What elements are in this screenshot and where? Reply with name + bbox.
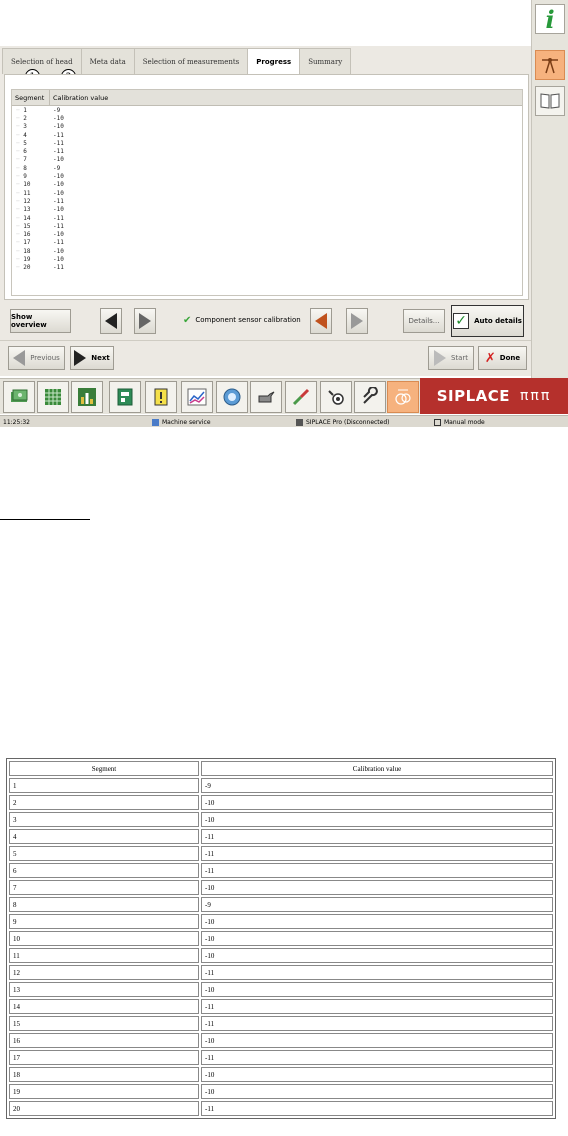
list-rows [12,106,522,272]
table-cell-calibration-value: -10 [201,1033,553,1048]
server-icon [296,419,303,426]
calibration-circles-icon [393,387,413,407]
table-row [9,965,553,980]
next-label: Next [91,354,110,362]
table-cell-calibration-value: -11 [201,999,553,1014]
table-cell-calibration-value: -9 [201,778,553,793]
status-bar [0,415,568,427]
table-cell-segment: 2 [9,795,199,810]
list-item-segment: ┈ 4 [12,132,50,139]
table-cell-segment: 16 [9,1033,199,1048]
table-cell-calibration-value: -10 [201,931,553,946]
list-item-segment: ┈ 9 [12,173,50,180]
list-item-value: -11 [53,197,64,205]
grid-view-button[interactable] [37,381,69,413]
grid-icon [43,387,63,407]
section-underline [0,519,90,520]
table-cell-segment: 10 [9,931,199,946]
tab-selection-of-head[interactable]: Selection of head [2,48,82,74]
list-item-value: -10 [53,255,64,263]
service-button[interactable] [320,381,352,413]
table-body [9,778,553,1116]
brand-name: SIPLACE [436,387,510,405]
tools-button[interactable] [354,381,386,413]
list-item-segment: ┈ 10 [12,181,50,188]
info-icon: i [545,4,555,34]
checkbox-checked-icon: ✓ [453,313,469,329]
start-button[interactable] [428,346,474,370]
table-cell-segment: 20 [9,1101,199,1116]
done-button[interactable] [478,346,527,370]
calibration-button[interactable] [535,50,565,80]
table-cell-segment: 17 [9,1050,199,1065]
table-cell-calibration-value: -11 [201,1050,553,1065]
table-row [9,778,553,793]
list-item-value: -11 [53,148,64,156]
table-cell-segment: 1 [9,778,199,793]
table-row [9,914,553,929]
check-icon: ✔ [183,314,192,326]
book-icon [539,92,561,110]
list-item[interactable] [12,247,522,255]
status-manual-mode [434,417,485,427]
previous-label: Previous [30,354,60,362]
close-icon: ✗ [484,350,496,366]
list-item-segment: ┈ 11 [12,190,50,197]
list-item-segment: ┈ 18 [12,248,50,255]
list-item[interactable] [12,172,522,180]
list-item-segment: ┈ 5 [12,140,50,147]
table-cell-calibration-value: -11 [201,863,553,878]
manual-mode-label: Manual mode [444,418,485,426]
list-item-value: -9 [53,106,61,114]
table-cell-calibration-value: -10 [201,812,553,827]
feeder-list-button[interactable] [3,381,35,413]
table-cell-segment: 19 [9,1084,199,1099]
table-row [9,897,553,912]
siplace-logo [420,378,568,414]
table-header-calibration-value: Calibration value [201,761,553,776]
calibration-table [6,758,556,1119]
list-item-value: -9 [53,164,61,172]
list-item[interactable] [12,131,522,139]
play-icon [434,350,446,366]
table-cell-calibration-value: -10 [201,795,553,810]
start-label: Start [450,354,469,362]
status-time: 11:25:32 [3,418,30,426]
table-cell-segment: 9 [9,914,199,929]
status-siplace-pro [296,417,390,427]
tab-selection-of-measurements[interactable]: Selection of measurements [134,48,249,74]
wrench-icon [360,387,380,407]
manual-button[interactable] [535,86,565,116]
divider [0,340,531,341]
auto-details-toggle[interactable] [451,305,524,337]
list-item-segment: ┈ 1 [12,107,50,114]
calibration-mode-button[interactable] [387,381,419,413]
list-item[interactable] [12,106,522,114]
auto-details-label: Auto details [474,317,522,325]
table-row [9,846,553,861]
table-row [9,812,553,827]
list-item-value: -10 [53,231,64,239]
list-item[interactable] [12,139,522,147]
table-row [9,1033,553,1048]
list-item[interactable] [12,181,522,189]
list-item-segment: ┈ 3 [12,123,50,130]
tab-meta-data[interactable]: Meta data [81,48,135,74]
list-item-value: -10 [53,189,64,197]
table-cell-calibration-value: -10 [201,914,553,929]
list-item-value: -11 [53,131,64,139]
list-item-value: -10 [53,123,64,131]
arrow-left-icon [315,313,327,329]
list-item-segment: ┈ 8 [12,165,50,172]
table-cell-calibration-value: -9 [201,897,553,912]
list-item[interactable] [12,214,522,222]
statistics-button[interactable] [71,381,103,413]
list-item[interactable] [12,230,522,238]
table-cell-segment: 15 [9,1016,199,1031]
details-button[interactable]: Details... [403,309,445,333]
table-row [9,999,553,1014]
table-cell-calibration-value: -10 [201,1067,553,1082]
screwdriver-icon [291,387,311,407]
table-row [9,931,553,946]
arrow-left-icon [105,313,117,329]
calibration-icon [539,54,561,76]
table-cell-segment: 4 [9,829,199,844]
network-icon [152,419,159,426]
table-cell-calibration-value: -11 [201,846,553,861]
list-item-segment: ┈ 16 [12,231,50,238]
table-row [9,948,553,963]
camera-icon [222,387,242,407]
done-label: Done [499,354,521,362]
table-row [9,829,553,844]
table-row [9,982,553,997]
status-text: Component sensor calibration [195,316,301,324]
mode-icon [434,419,441,426]
list-item-value: -10 [53,114,64,122]
table-cell-segment: 8 [9,897,199,912]
list-item-segment: ┈ 7 [12,156,50,163]
table-cell-calibration-value: -11 [201,1101,553,1116]
trend-button[interactable] [181,381,213,413]
list-header [12,90,522,106]
oil-button[interactable] [250,381,282,413]
list-item-value: -11 [53,139,64,147]
table-header-row [9,761,553,776]
line-chart-icon [187,387,207,407]
list-item-segment: ┈ 20 [12,264,50,271]
table-cell-calibration-value: -10 [201,982,553,997]
list-item[interactable] [12,189,522,197]
status-machine-service [152,417,211,427]
list-item-segment: ┈ 12 [12,198,50,205]
board-button[interactable] [109,381,141,413]
pcb-icon [115,387,135,407]
siplace-pro-label: SIPLACE Pro (Disconnected) [306,418,390,426]
table-cell-segment: 13 [9,982,199,997]
progress-panel [4,74,529,300]
table-row [9,1016,553,1031]
table-row [9,880,553,895]
list-item-value: -10 [53,206,64,214]
list-item[interactable] [12,197,522,205]
list-item-value: -11 [53,214,64,222]
list-item-value: -10 [53,247,64,255]
table-cell-segment: 18 [9,1067,199,1082]
list-item[interactable] [12,114,522,122]
list-item-value: -11 [53,222,64,230]
table-row [9,1050,553,1065]
prev-segment-button[interactable] [100,308,122,334]
prev-measurement-button[interactable] [310,308,332,334]
list-item-value: -10 [53,181,64,189]
list-item[interactable] [12,239,522,247]
table-row [9,1067,553,1082]
table-cell-calibration-value: -10 [201,880,553,895]
table-cell-segment: 12 [9,965,199,980]
nozzle-button[interactable] [285,381,317,413]
warning-card-icon [151,387,171,407]
table-cell-segment: 3 [9,812,199,827]
arrow-right-icon [139,313,151,329]
calibration-list [11,89,523,296]
oil-can-icon [256,387,276,407]
next-button[interactable] [70,346,114,370]
table-row [9,795,553,810]
next-segment-button[interactable] [134,308,156,334]
table-cell-segment: 7 [9,880,199,895]
table-cell-calibration-value: -11 [201,1016,553,1031]
table-row [9,1101,553,1116]
table-cell-segment: 11 [9,948,199,963]
list-item-segment: ┈ 6 [12,148,50,155]
list-item[interactable] [12,147,522,155]
list-item[interactable] [12,123,522,131]
list-item-value: -11 [53,264,64,272]
info-button[interactable] [535,4,565,34]
table-cell-calibration-value: -11 [201,829,553,844]
column-header-calibration-value[interactable]: Calibration value [53,93,109,102]
status-line [183,312,301,328]
list-item-value: -11 [53,239,64,247]
table-cell-calibration-value: -11 [201,965,553,980]
list-item-segment: ┈ 2 [12,115,50,122]
arrow-left-icon [13,350,25,366]
money-stack-icon [9,387,29,407]
table-row [9,1084,553,1099]
column-header-segment[interactable]: Segment [12,90,50,105]
list-item-segment: ┈ 19 [12,256,50,263]
list-item-segment: ┈ 17 [12,239,50,246]
tab-bar [2,48,350,74]
machine-service-label: Machine service [162,418,211,426]
table-header-segment: Segment [9,761,199,776]
list-item[interactable] [12,156,522,164]
alerts-button[interactable] [145,381,177,413]
list-item[interactable] [12,222,522,230]
show-overview-button[interactable]: Show overview [10,309,71,333]
previous-button[interactable] [8,346,65,370]
list-item[interactable] [12,164,522,172]
arrow-right-icon [74,350,86,366]
tab-progress[interactable]: Progress [247,48,300,75]
tab-summary[interactable]: Summary [299,48,351,74]
list-item-segment: ┈ 13 [12,206,50,213]
table-cell-calibration-value: -10 [201,1084,553,1099]
table-cell-segment: 6 [9,863,199,878]
list-item-value: -10 [53,156,64,164]
list-item-segment: ┈ 14 [12,215,50,222]
table-row [9,863,553,878]
right-toolbar [531,0,568,378]
table-cell-segment: 5 [9,846,199,861]
screenshot-region [0,0,568,430]
arrow-right-icon [351,313,363,329]
list-item[interactable] [12,206,522,214]
table-cell-segment: 14 [9,999,199,1014]
next-measurement-button[interactable] [346,308,368,334]
brand-mark: πππ [520,388,552,404]
list-item-segment: ┈ 15 [12,223,50,230]
list-item[interactable] [12,264,522,272]
camera-button[interactable] [216,381,248,413]
table-cell-calibration-value: -10 [201,948,553,963]
list-item-value: -10 [53,173,64,181]
list-item[interactable] [12,255,522,263]
bar-chart-icon [77,387,97,407]
gear-hand-icon [326,387,346,407]
